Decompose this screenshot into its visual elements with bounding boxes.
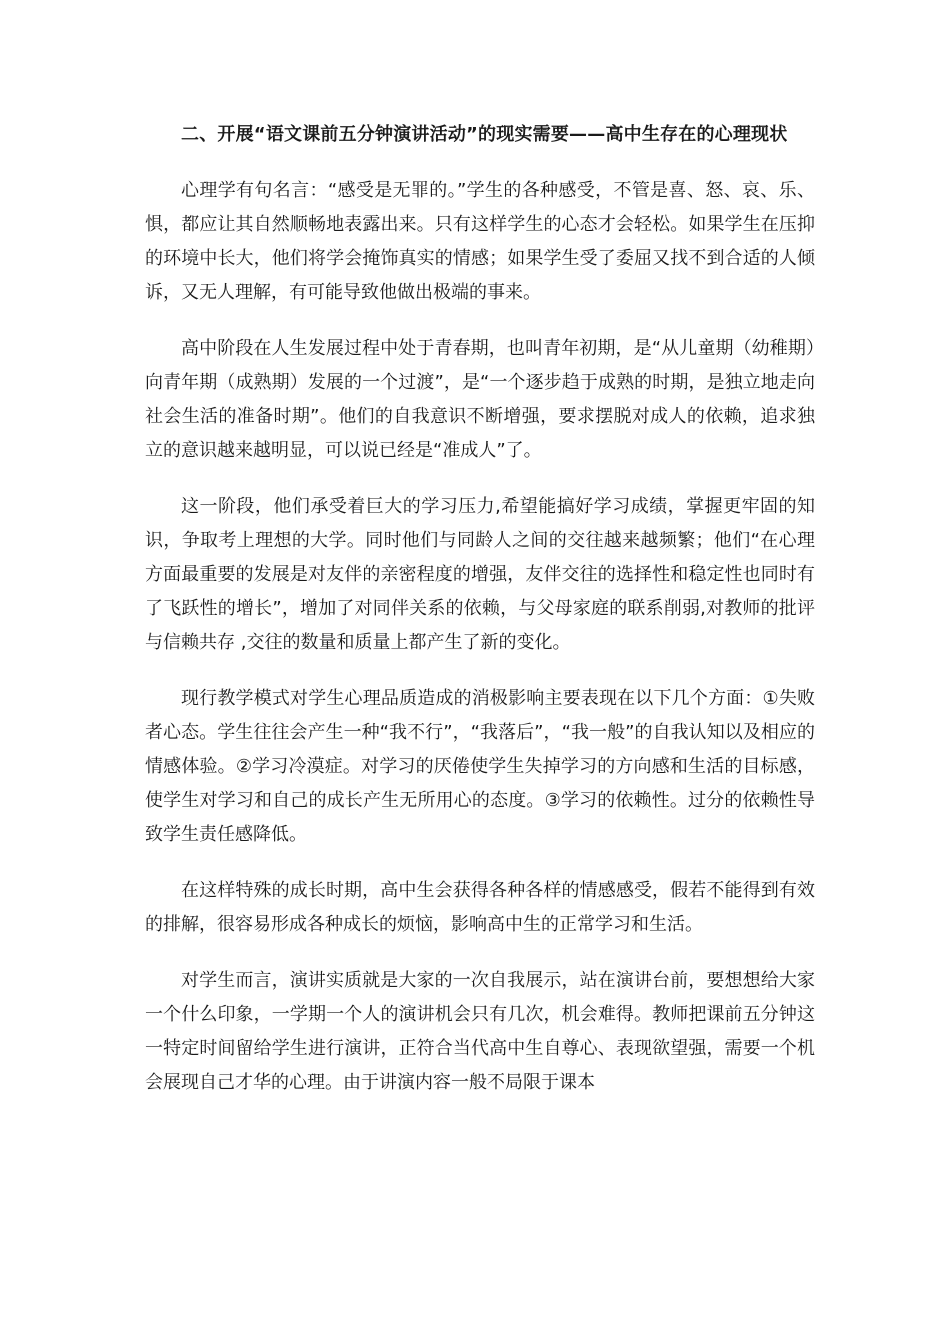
paragraph-6: 对学生而言，演讲实质就是大家的一次自我展示，站在演讲台前，要想想给大家一个什么印象，一学期一个人的演讲机会只有几次，机会难得。教师把课前五分钟这一特定时间留给学生进行演讲，正符合当代高中生自尊心、表现欲望强，需要一个机会展现自己才华的心理。由于讲演内容一般不局限于课本 (145, 970, 815, 1093)
paragraph-2: 高中阶段在人生发展过程中处于青春期，也叫青年初期，是“从儿童期（幼稚期）向青年期（成熟期）发展的一个过渡”，是“一个逐步趋于成熟的时期，是独立地走向社会生活的准备时期”。他们的自我意识不断增强，要求摆脱对成人的依赖，追求独立的意识越来越明显，可以说已经是“准成人”了。 (145, 338, 815, 461)
document-body (145, 118, 815, 1122)
paragraph-5: 在这样特殊的成长时期，高中生会获得各种各样的情感感受，假若不能得到有效的排解，很容易形成各种成长的烦恼，影响高中生的正常学习和生活。 (145, 880, 815, 935)
paragraph-1: 心理学有句名言：“感受是无罪的。”学生的各种感受，不管是喜、怒、哀、乐、惧，都应让其自然顺畅地表露出来。只有这样学生的心态才会轻松。如果学生在压抑的环境中长大，他们将学会掩饰真实的情感；如果学生受了委屈又找不到合适的人倾诉，又无人理解，有可能导致他做出极端的事来。 (145, 180, 815, 303)
paragraph-3: 这一阶段，他们承受着巨大的学习压力,希望能搞好学习成绩，掌握更牢固的知识，争取考上理想的大学。同时他们与同龄人之间的交往越来越频繁；他们“在心理方面最重要的发展是对友伴的亲密程度的增强，友伴交往的选择性和稳定性也同时有了飞跃性的增长”，增加了对同伴关系的依赖，与父母家庭的联系削弱,对教师的批评与信赖共存 ,交往的数量和质量上都产生了新的变化。 (145, 496, 815, 653)
section-heading: 二、开展“语文课前五分钟演讲活动”的现实需要——高中生存在的心理现状 (181, 124, 788, 145)
paragraph-4: 现行教学模式对学生心理品质造成的消极影响主要表现在以下几个方面：①失败者心态。学生往往会产生一种“我不行”，“我落后”，“我一般”的自我认知以及相应的情感体验。②学习冷漠症。对学习的厌倦使学生失掉学习的方向感和生活的目标感，使学生对学习和自己的成长产生无所用心的态度。③学习的依赖性。过分的依赖性导致学生责任感降低。 (145, 688, 815, 845)
